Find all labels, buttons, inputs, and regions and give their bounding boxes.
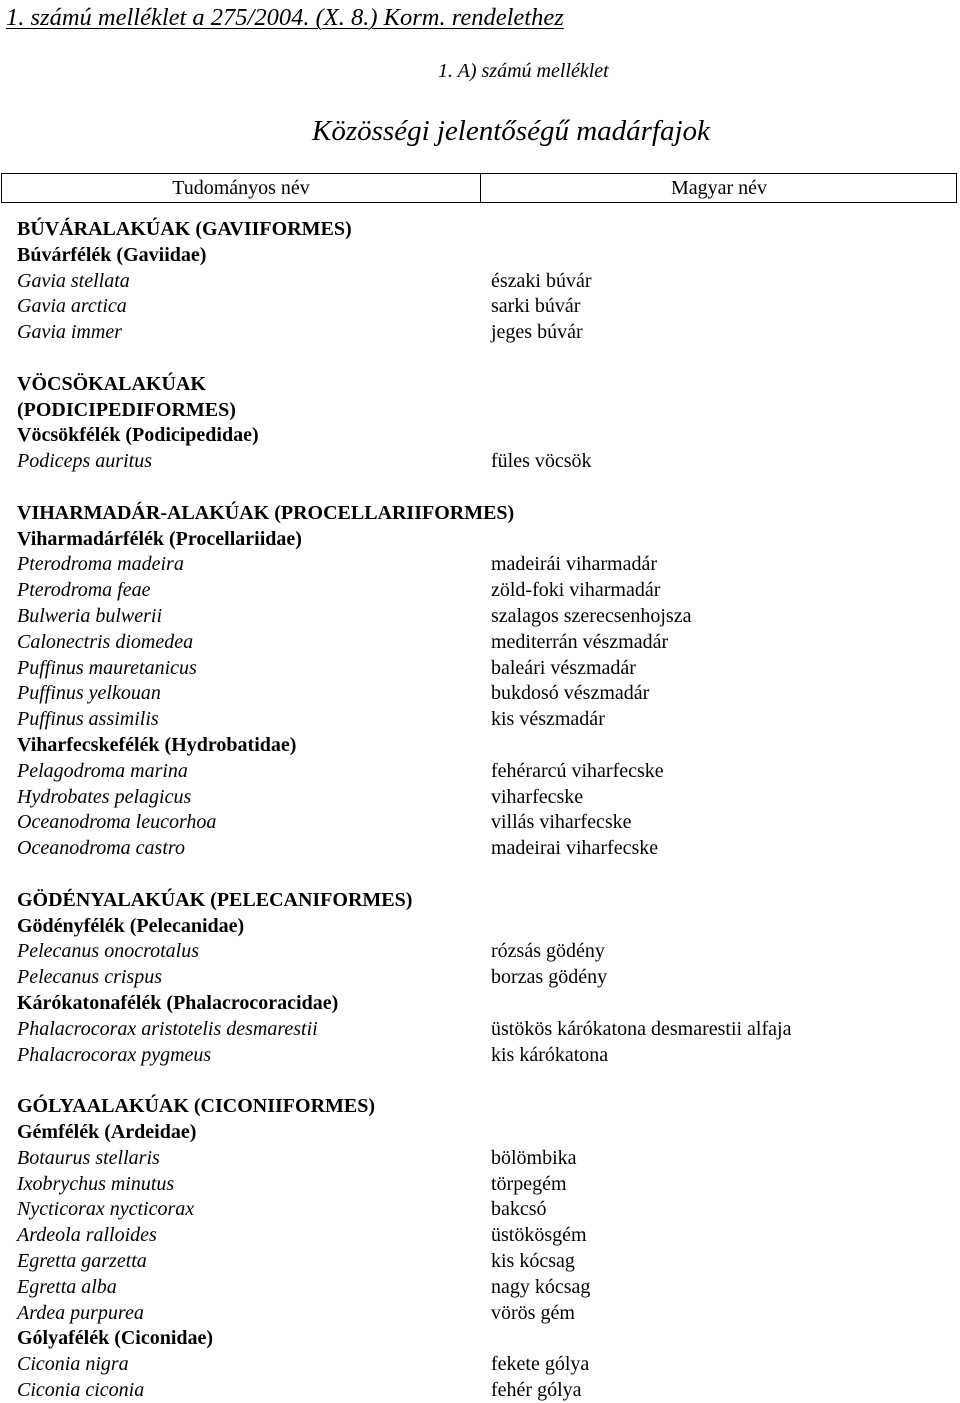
scientific-name: Pterodroma madeira — [17, 553, 184, 575]
hungarian-name: fehér gólya — [491, 1379, 582, 1401]
order-name: (PODICIPEDIFORMES) — [17, 399, 236, 421]
scientific-name: Pelagodroma marina — [17, 760, 188, 782]
hungarian-name: nagy kócsag — [491, 1276, 591, 1298]
scientific-name: Botaurus stellaris — [17, 1147, 160, 1169]
family-name: Viharmadárfélék (Procellariidae) — [17, 528, 302, 550]
family-name: Viharfecskefélék (Hydrobatidae) — [17, 734, 297, 756]
order-row — [0, 887, 960, 913]
order-row — [0, 1093, 960, 1119]
hungarian-name: kis kárókatona — [491, 1044, 609, 1066]
family-row — [0, 242, 960, 268]
order-name: VÖCSÖKALAKÚAK — [17, 373, 206, 395]
species-row — [0, 1171, 960, 1197]
hungarian-name: jeges búvár — [491, 321, 583, 343]
family-row — [0, 732, 960, 758]
hungarian-name: üstökösgém — [491, 1224, 587, 1246]
species-row — [0, 577, 960, 603]
hungarian-name: északi búvár — [491, 270, 592, 292]
species-row — [0, 1377, 960, 1403]
scientific-name: Phalacrocorax aristotelis desmarestii — [17, 1018, 318, 1040]
scientific-name: Pterodroma feae — [17, 579, 151, 601]
scientific-name: Gavia stellata — [17, 270, 130, 292]
family-name: Gólyafélék (Ciconidae) — [17, 1327, 214, 1349]
species-row — [0, 1145, 960, 1171]
hungarian-name: rózsás gödény — [491, 940, 605, 962]
species-row — [0, 964, 960, 990]
scientific-name: Puffinus mauretanicus — [17, 657, 197, 679]
scientific-name: Oceanodroma castro — [17, 837, 185, 859]
hungarian-name: borzas gödény — [491, 966, 608, 988]
species-row — [0, 809, 960, 835]
species-row — [0, 655, 960, 681]
scientific-name: Phalacrocorax pygmeus — [17, 1044, 212, 1066]
scientific-name: Ciconia nigra — [17, 1353, 129, 1375]
species-row — [0, 1351, 960, 1377]
scientific-name: Egretta garzetta — [17, 1250, 147, 1272]
species-row — [0, 680, 960, 706]
species-row — [0, 448, 960, 474]
scientific-name: Egretta alba — [17, 1276, 117, 1298]
document-title: Közösségi jelentőségű madárfajok — [312, 115, 710, 147]
scientific-name: Puffinus assimilis — [17, 708, 159, 730]
hungarian-name: villás viharfecske — [491, 811, 632, 833]
family-row — [0, 1119, 960, 1145]
species-row — [0, 1248, 960, 1274]
species-row — [0, 1222, 960, 1248]
family-name: Gödényfélék (Pelecanidae) — [17, 915, 245, 937]
order-row — [0, 216, 960, 242]
hungarian-name: kis vészmadár — [491, 708, 605, 730]
scientific-name: Gavia arctica — [17, 295, 127, 317]
species-row — [0, 629, 960, 655]
species-row — [0, 758, 960, 784]
hungarian-name: bukdosó vészmadár — [491, 682, 650, 704]
hungarian-name: viharfecske — [491, 786, 584, 808]
family-row — [0, 526, 960, 552]
hungarian-name: fekete gólya — [491, 1353, 590, 1375]
scientific-name: Gavia immer — [17, 321, 122, 343]
scientific-name: Pelecanus onocrotalus — [17, 940, 200, 962]
scientific-name: Ixobrychus minutus — [17, 1173, 175, 1195]
family-name: Gémfélék (Ardeidae) — [17, 1121, 197, 1143]
species-row — [0, 784, 960, 810]
species-row — [0, 1274, 960, 1300]
hungarian-name: baleári vészmadár — [491, 657, 636, 679]
order-row — [0, 500, 960, 526]
hungarian-name: sarki búvár — [491, 295, 581, 317]
hungarian-name: üstökös kárókatona desmarestii alfaja — [491, 1018, 792, 1040]
hungarian-name: vörös gém — [491, 1302, 575, 1324]
order-name: BÚVÁRALAKÚAK (GAVIIFORMES) — [17, 218, 352, 240]
family-row — [0, 1325, 960, 1351]
hungarian-name: szalagos szerecsenhojsza — [491, 605, 692, 627]
scientific-name: Bulweria bulwerii — [17, 605, 162, 627]
hungarian-name: bölömbika — [491, 1147, 577, 1169]
scientific-name: Pelecanus crispus — [17, 966, 162, 988]
scientific-name: Ardeola ralloides — [17, 1224, 157, 1246]
scientific-name: Ardea purpurea — [17, 1302, 144, 1324]
scientific-name: Ciconia ciconia — [17, 1379, 145, 1401]
order-name: VIHARMADÁR-ALAKÚAK (PROCELLARIIFORMES) — [17, 502, 515, 524]
species-row — [0, 268, 960, 294]
species-row — [0, 1196, 960, 1222]
species-row — [0, 319, 960, 345]
species-row — [0, 551, 960, 577]
hungarian-name: füles vöcsök — [491, 450, 592, 472]
hungarian-name: kis kócsag — [491, 1250, 575, 1272]
family-name: Kárókatonafélék (Phalacrocoracidae) — [17, 992, 339, 1014]
annex-label: 1. A) számú melléklet — [438, 60, 609, 82]
family-row — [0, 913, 960, 939]
species-row — [0, 1042, 960, 1068]
scientific-name: Puffinus yelkouan — [17, 682, 161, 704]
scientific-name: Oceanodroma leucorhoa — [17, 811, 217, 833]
species-row — [0, 603, 960, 629]
family-name: Búvárfélék (Gaviidae) — [17, 244, 207, 266]
hungarian-name: mediterrán vészmadár — [491, 631, 669, 653]
hungarian-name: madeirái viharmadár — [491, 553, 658, 575]
scientific-name: Nycticorax nycticorax — [17, 1198, 195, 1220]
species-row — [0, 835, 960, 861]
column-header-hungarian-name: Magyar név — [670, 177, 768, 199]
species-row — [0, 293, 960, 319]
hungarian-name: bakcsó — [491, 1198, 547, 1220]
hungarian-name: zöld-foki viharmadár — [491, 579, 661, 601]
top-heading: 1. számú melléklet a 275/2004. (X. 8.) Korm. rendelethez — [6, 4, 564, 31]
scientific-name: Calonectris diomedea — [17, 631, 194, 653]
species-row — [0, 938, 960, 964]
species-row — [0, 706, 960, 732]
hungarian-name: törpegém — [491, 1173, 567, 1195]
order-row — [0, 371, 960, 397]
scientific-name: Hydrobates pelagicus — [17, 786, 192, 808]
species-row — [0, 1300, 960, 1326]
column-header-scientific-name: Tudományos név — [172, 177, 310, 199]
species-row — [0, 1016, 960, 1042]
family-row — [0, 422, 960, 448]
family-row — [0, 990, 960, 1016]
hungarian-name: madeirai viharfecske — [491, 837, 659, 859]
order-name: GÖDÉNYALAKÚAK (PELECANIFORMES) — [17, 889, 413, 911]
family-name: Vöcsökfélék (Podicipedidae) — [17, 424, 259, 446]
scientific-name: Podiceps auritus — [17, 450, 152, 472]
order-name: GÓLYAALAKÚAK (CICONIIFORMES) — [17, 1095, 376, 1117]
hungarian-name: fehérarcú viharfecske — [491, 760, 664, 782]
order-row — [0, 397, 960, 423]
